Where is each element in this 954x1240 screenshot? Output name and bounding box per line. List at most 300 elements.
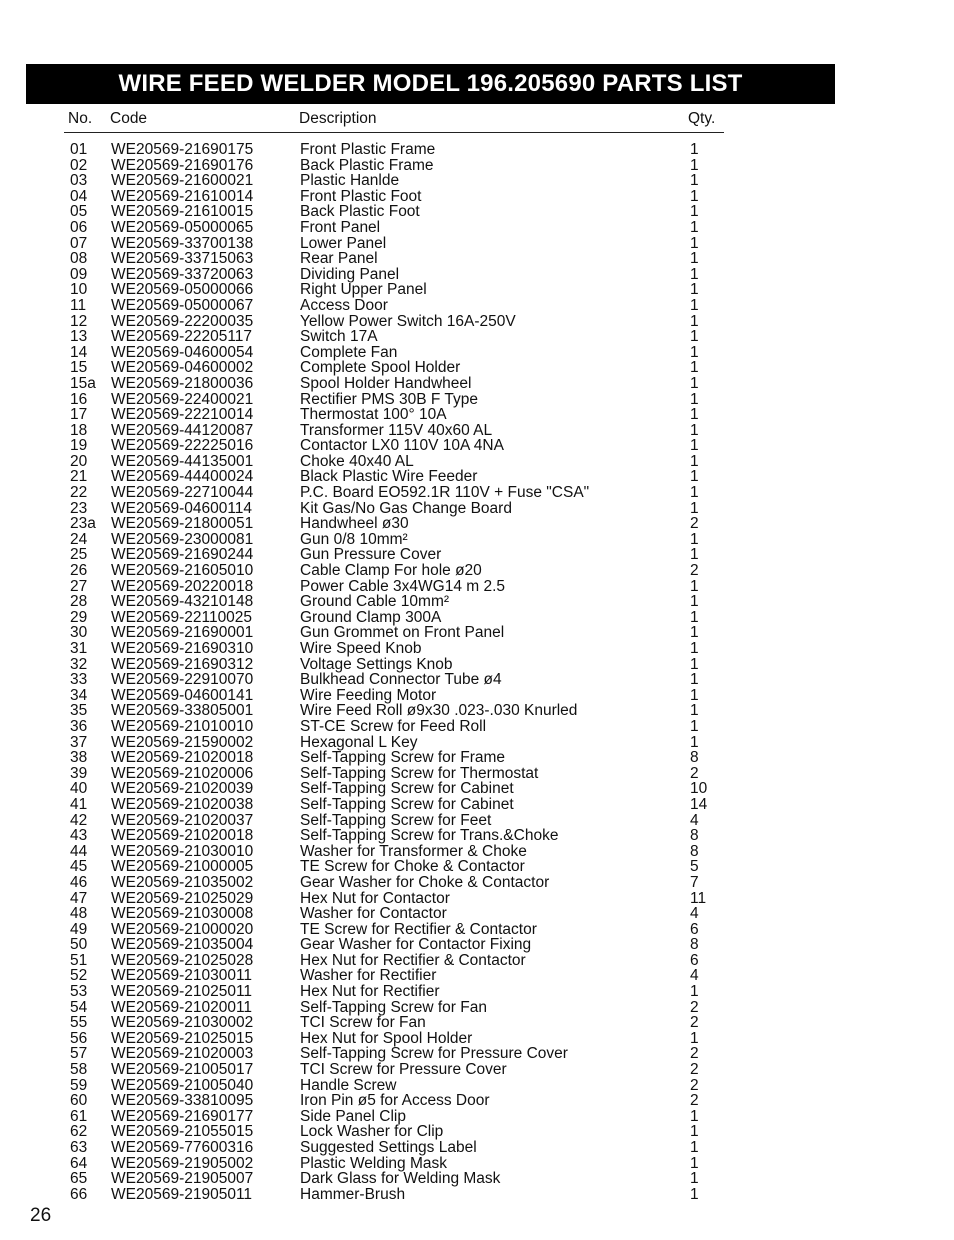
part-quantity: 1 (690, 499, 699, 517)
parts-row (0, 267, 954, 283)
parts-row (0, 329, 954, 345)
part-quantity: 8 (690, 749, 699, 767)
part-quantity: 1 (690, 343, 699, 361)
part-description: Self-Tapping Screw for Trans.&Choke (300, 827, 559, 845)
part-number: 24 (70, 530, 88, 548)
part-number: 44 (70, 842, 88, 860)
part-description: Rectifier PMS 30B F Type (300, 390, 479, 408)
part-description: Self-Tapping Screw for Thermostat (300, 764, 539, 782)
parts-row (0, 750, 954, 766)
part-code: WE20569-21025028 (111, 951, 254, 969)
part-number: 23 (70, 499, 88, 517)
part-quantity: 1 (690, 484, 699, 502)
part-description: Self-Tapping Screw for Cabinet (300, 780, 514, 798)
part-quantity: 7 (690, 873, 699, 891)
parts-row (0, 906, 954, 922)
part-code: WE20569-21590002 (111, 733, 254, 751)
part-quantity: 4 (690, 905, 699, 923)
part-description: Dividing Panel (300, 265, 400, 283)
part-code: WE20569-21010010 (111, 717, 254, 735)
part-quantity: 1 (690, 281, 699, 299)
parts-row (0, 532, 954, 548)
part-number: 55 (70, 1014, 88, 1032)
part-quantity: 1 (690, 608, 699, 626)
part-code: WE20569-21025029 (111, 889, 254, 907)
part-number: 33 (70, 671, 88, 689)
part-code: WE20569-21690177 (111, 1107, 254, 1125)
parts-row (0, 1000, 954, 1016)
parts-row (0, 984, 954, 1000)
parts-row (0, 501, 954, 517)
part-code: WE20569-33810095 (111, 1092, 254, 1110)
part-code: WE20569-21000005 (111, 858, 254, 876)
part-number: 03 (70, 172, 88, 190)
parts-row (0, 1046, 954, 1062)
part-code: WE20569-21020018 (111, 749, 254, 767)
part-number: 65 (70, 1170, 88, 1188)
part-quantity: 2 (690, 1061, 699, 1079)
part-description: TCI Screw for Fan (300, 1014, 426, 1032)
parts-row (0, 1171, 954, 1187)
parts-row (0, 547, 954, 563)
part-description: Power Cable 3x4WG14 m 2.5 (300, 577, 506, 595)
part-code: WE20569-44400024 (111, 468, 254, 486)
part-quantity: 1 (690, 983, 699, 1001)
part-description: Ground Cable 10mm² (300, 593, 450, 611)
part-description: Gun Grommet on Front Panel (300, 624, 505, 642)
parts-row (0, 1093, 954, 1109)
part-description: Spool Holder Handwheel (300, 374, 472, 392)
part-number: 16 (70, 390, 88, 408)
part-quantity: 1 (690, 1107, 699, 1125)
part-number: 30 (70, 624, 88, 642)
part-number: 14 (70, 343, 88, 361)
part-description: Wire Feed Roll ø9x30 .023-.030 Knurled (300, 702, 578, 720)
part-code: WE20569-22910070 (111, 671, 254, 689)
parts-row (0, 688, 954, 704)
part-quantity: 1 (690, 421, 699, 439)
part-description: Self-Tapping Screw for Frame (300, 749, 506, 767)
part-quantity: 1 (690, 172, 699, 190)
parts-row (0, 641, 954, 657)
part-description: Front Panel (300, 218, 381, 236)
part-quantity: 1 (690, 452, 699, 470)
part-description: Plastic Welding Mask (300, 1154, 448, 1172)
part-number: 27 (70, 577, 88, 595)
part-description: Handwheel ø30 (300, 515, 409, 533)
part-quantity: 2 (690, 515, 699, 533)
part-number: 42 (70, 811, 88, 829)
parts-row (0, 173, 954, 189)
part-description: Gear Washer for Contactor Fixing (300, 936, 532, 954)
part-code: WE20569-21690176 (111, 156, 254, 174)
parts-row (0, 766, 954, 782)
part-code: WE20569-21690001 (111, 624, 254, 642)
part-quantity: 1 (690, 234, 699, 252)
part-description: Ground Clamp 300A (300, 608, 442, 626)
part-number: 51 (70, 951, 88, 969)
part-description: Right Upper Panel (300, 281, 427, 299)
part-code: WE20569-21005040 (111, 1076, 254, 1094)
part-quantity: 1 (690, 468, 699, 486)
part-description: Wire Speed Knob (300, 640, 422, 657)
part-code: WE20569-22400021 (111, 390, 254, 408)
parts-row (0, 438, 954, 454)
part-description: Wire Feeding Motor (300, 686, 437, 704)
part-number: 46 (70, 873, 88, 891)
part-number: 57 (70, 1045, 88, 1063)
part-number: 09 (70, 265, 88, 283)
part-number: 61 (70, 1107, 88, 1125)
part-number: 41 (70, 795, 88, 813)
part-description: TCI Screw for Pressure Cover (300, 1061, 507, 1079)
part-code: WE20569-43210148 (111, 593, 254, 611)
part-description: Hexagonal L Key (300, 733, 418, 751)
part-description: Thermostat 100° 10A (300, 406, 447, 424)
parts-row (0, 1078, 954, 1094)
part-quantity: 1 (690, 593, 699, 611)
part-number: 48 (70, 905, 88, 923)
part-quantity: 4 (690, 811, 699, 829)
parts-row (0, 392, 954, 408)
part-description: Hex Nut for Rectifier (300, 983, 440, 1001)
part-description: Complete Spool Holder (300, 359, 461, 377)
part-number: 66 (70, 1185, 88, 1203)
part-description: Dark Glass for Welding Mask (300, 1170, 501, 1188)
parts-row (0, 469, 954, 485)
part-quantity: 1 (690, 250, 699, 268)
part-code: WE20569-21025015 (111, 1029, 254, 1047)
part-code: WE20569-21905002 (111, 1154, 254, 1172)
part-quantity: 8 (690, 936, 699, 954)
part-code: WE20569-21025011 (111, 983, 253, 1001)
parts-row (0, 189, 954, 205)
part-quantity: 1 (690, 1123, 699, 1141)
part-quantity: 1 (690, 406, 699, 424)
part-quantity: 1 (690, 437, 699, 455)
part-code: WE20569-21800036 (111, 374, 254, 392)
parts-row (0, 220, 954, 236)
part-quantity: 1 (690, 1170, 699, 1188)
part-description: Hex Nut for Spool Holder (300, 1029, 473, 1047)
part-description: Plastic Hanlde (300, 172, 400, 190)
parts-row (0, 142, 954, 158)
part-number: 63 (70, 1139, 88, 1156)
part-quantity: 8 (690, 827, 699, 845)
header-qty: Qty. (688, 110, 716, 127)
parts-row (0, 236, 954, 252)
part-code: WE20569-21030010 (111, 842, 254, 860)
part-number: 22 (70, 484, 88, 502)
parts-row (0, 454, 954, 470)
part-number: 40 (70, 780, 88, 798)
parts-row (0, 953, 954, 969)
part-number: 54 (70, 998, 88, 1016)
part-number: 12 (70, 312, 88, 330)
part-description: Self-Tapping Screw for Fan (300, 998, 487, 1016)
part-code: WE20569-21905007 (111, 1170, 254, 1188)
part-code: WE20569-33805001 (111, 702, 254, 720)
part-quantity: 1 (690, 374, 699, 392)
part-code: WE20569-05000067 (111, 296, 254, 314)
part-code: WE20569-05000065 (111, 218, 254, 236)
part-code: WE20569-21690310 (111, 640, 254, 657)
part-number: 15 (70, 359, 88, 377)
part-number: 26 (70, 562, 88, 580)
part-code: WE20569-21020003 (111, 1045, 254, 1063)
part-quantity: 1 (690, 640, 699, 657)
part-code: WE20569-21905011 (111, 1185, 253, 1203)
part-number: 06 (70, 218, 88, 236)
part-number: 38 (70, 749, 88, 767)
part-code: WE20569-33700138 (111, 234, 254, 252)
part-code: WE20569-21055015 (111, 1123, 254, 1141)
part-description: Front Plastic Foot (300, 187, 422, 205)
part-number: 04 (70, 187, 88, 205)
part-number: 21 (70, 468, 88, 486)
part-description: Complete Fan (300, 343, 398, 361)
part-code: WE20569-22200035 (111, 312, 254, 330)
part-code: WE20569-21020011 (111, 998, 253, 1016)
parts-list (0, 142, 954, 1202)
parts-row (0, 875, 954, 891)
part-quantity: 1 (690, 265, 699, 283)
part-number: 50 (70, 936, 88, 954)
part-quantity: 1 (690, 156, 699, 174)
part-description: Back Plastic Foot (300, 203, 420, 221)
part-description: Iron Pin ø5 for Access Door (300, 1092, 490, 1110)
parts-row (0, 376, 954, 392)
part-number: 02 (70, 156, 88, 174)
part-quantity: 2 (690, 1092, 699, 1110)
parts-row (0, 407, 954, 423)
parts-row (0, 703, 954, 719)
parts-row (0, 813, 954, 829)
part-code: WE20569-23000081 (111, 530, 254, 548)
part-number: 60 (70, 1092, 88, 1110)
parts-row (0, 672, 954, 688)
part-code: WE20569-21600021 (111, 172, 254, 190)
part-quantity: 6 (690, 920, 699, 938)
part-description: Choke 40x40 AL (300, 452, 414, 470)
header-no: No. (68, 110, 93, 127)
part-description: ST-CE Screw for Feed Roll (300, 717, 487, 735)
part-code: WE20569-33715063 (111, 250, 254, 268)
part-code: WE20569-33720063 (111, 265, 254, 283)
part-code: WE20569-21005017 (111, 1061, 254, 1079)
part-description: Kit Gas/No Gas Change Board (300, 499, 512, 517)
parts-row (0, 844, 954, 860)
part-quantity: 1 (690, 717, 699, 735)
part-number: 23a (70, 515, 96, 533)
header-description: Description (299, 110, 377, 127)
part-quantity: 2 (690, 1076, 699, 1094)
header-code: Code (110, 110, 148, 127)
part-number: 31 (70, 640, 88, 657)
parts-row (0, 1124, 954, 1140)
part-number: 08 (70, 250, 88, 268)
part-quantity: 11 (690, 889, 707, 907)
part-description: Lock Washer for Clip (300, 1123, 444, 1141)
part-quantity: 1 (690, 1154, 699, 1172)
part-code: WE20569-21690244 (111, 546, 254, 564)
page-number: 26 (30, 1205, 52, 1226)
part-number: 37 (70, 733, 88, 751)
part-number: 19 (70, 437, 88, 455)
part-description: Contactor LX0 110V 10A 4NA (300, 437, 504, 455)
part-code: WE20569-44135001 (111, 452, 254, 470)
part-quantity: 2 (690, 1045, 699, 1063)
part-code: WE20569-21035004 (111, 936, 254, 954)
parts-row (0, 282, 954, 298)
part-number: 36 (70, 717, 88, 735)
part-description: Black Plastic Wire Feeder (300, 468, 478, 486)
parts-row (0, 345, 954, 361)
parts-row (0, 735, 954, 751)
part-number: 05 (70, 203, 88, 221)
part-number: 52 (70, 967, 88, 985)
part-quantity: 1 (690, 1029, 699, 1047)
part-description: Hex Nut for Contactor (300, 889, 450, 907)
parts-row (0, 298, 954, 314)
parts-row (0, 251, 954, 267)
part-code: WE20569-21605010 (111, 562, 254, 580)
part-description: Rear Panel (300, 250, 378, 268)
part-code: WE20569-22710044 (111, 484, 254, 502)
part-description: Hammer-Brush (300, 1185, 406, 1203)
parts-row (0, 1156, 954, 1172)
part-quantity: 1 (690, 702, 699, 720)
part-number: 53 (70, 983, 88, 1001)
part-description: Washer for Transformer & Choke (300, 842, 527, 860)
part-quantity: 8 (690, 842, 699, 860)
part-quantity: 4 (690, 967, 699, 985)
part-code: WE20569-22205117 (111, 328, 253, 346)
parts-row (0, 937, 954, 953)
part-code: WE20569-21020006 (111, 764, 254, 782)
parts-row (0, 625, 954, 641)
part-number: 20 (70, 452, 88, 470)
parts-row (0, 158, 954, 174)
part-number: 62 (70, 1123, 88, 1141)
part-description: Switch 17A (300, 328, 378, 346)
part-number: 49 (70, 920, 88, 938)
part-number: 28 (70, 593, 88, 611)
part-number: 15a (70, 374, 96, 392)
part-number: 56 (70, 1029, 88, 1047)
part-number: 10 (70, 281, 88, 299)
part-number: 29 (70, 608, 88, 626)
part-code: WE20569-04600114 (111, 499, 253, 517)
part-quantity: 6 (690, 951, 699, 969)
part-number: 39 (70, 764, 88, 782)
parts-row (0, 657, 954, 673)
parts-row (0, 204, 954, 220)
part-quantity: 1 (690, 359, 699, 377)
part-code: WE20569-22210014 (111, 406, 254, 424)
part-code: WE20569-04600002 (111, 359, 254, 377)
parts-row (0, 1015, 954, 1031)
part-description: Yellow Power Switch 16A-250V (300, 312, 516, 330)
part-description: Gun 0/8 10mm² (300, 530, 408, 548)
part-quantity: 1 (690, 733, 699, 751)
parts-row (0, 719, 954, 735)
part-number: 58 (70, 1061, 88, 1079)
part-quantity: 1 (690, 390, 699, 408)
part-quantity: 2 (690, 562, 699, 580)
part-number: 25 (70, 546, 88, 564)
parts-row (0, 1062, 954, 1078)
part-code: WE20569-21610015 (111, 203, 254, 221)
part-quantity: 1 (690, 1185, 699, 1203)
parts-row (0, 485, 954, 501)
parts-row (0, 563, 954, 579)
part-number: 34 (70, 686, 88, 704)
part-description: Gun Pressure Cover (300, 546, 442, 564)
part-quantity: 1 (690, 655, 699, 673)
part-quantity: 2 (690, 998, 699, 1016)
part-number: 43 (70, 827, 88, 845)
part-code: WE20569-21690312 (111, 655, 254, 673)
part-quantity: 1 (690, 203, 699, 221)
part-description: Cable Clamp For hole ø20 (300, 562, 482, 580)
part-description: Washer for Rectifier (300, 967, 437, 985)
part-quantity: 1 (690, 328, 699, 346)
part-code: WE20569-04600141 (111, 686, 254, 704)
part-quantity: 1 (690, 218, 699, 236)
part-number: 18 (70, 421, 88, 439)
part-code: WE20569-21000020 (111, 920, 254, 938)
parts-row (0, 594, 954, 610)
part-number: 59 (70, 1076, 88, 1094)
part-description: P.C. Board EO592.1R 110V + Fuse "CSA" (300, 484, 590, 502)
part-quantity: 14 (690, 795, 708, 813)
part-code: WE20569-22225016 (111, 437, 254, 455)
part-code: WE20569-21035002 (111, 873, 254, 891)
part-quantity: 2 (690, 1014, 699, 1032)
part-description: Transformer 115V 40x60 AL (300, 421, 493, 439)
part-number: 64 (70, 1154, 88, 1172)
part-quantity: 1 (690, 141, 699, 158)
parts-row (0, 610, 954, 626)
part-description: Self-Tapping Screw for Pressure Cover (300, 1045, 568, 1063)
part-number: 17 (70, 406, 88, 424)
part-code: WE20569-04600054 (111, 343, 254, 361)
parts-row (0, 423, 954, 439)
parts-row (0, 891, 954, 907)
part-quantity: 1 (690, 624, 699, 642)
part-description: Lower Panel (300, 234, 387, 252)
part-number: 35 (70, 702, 88, 720)
part-quantity: 1 (690, 530, 699, 548)
part-quantity: 2 (690, 764, 699, 782)
part-number: 13 (70, 328, 88, 346)
part-code: WE20569-21610014 (111, 187, 254, 205)
part-description: Access Door (300, 296, 388, 314)
parts-row (0, 579, 954, 595)
part-quantity: 10 (690, 780, 708, 798)
part-quantity: 1 (690, 686, 699, 704)
part-description: Front Plastic Frame (300, 141, 436, 158)
part-number: 47 (70, 889, 88, 907)
part-description: Hex Nut for Rectifier & Contactor (300, 951, 526, 969)
part-code: WE20569-22110025 (111, 608, 253, 626)
part-description: TE Screw for Rectifier & Contactor (300, 920, 537, 938)
parts-row (0, 797, 954, 813)
part-quantity: 5 (690, 858, 699, 876)
part-quantity: 1 (690, 671, 699, 689)
part-quantity: 1 (690, 312, 699, 330)
